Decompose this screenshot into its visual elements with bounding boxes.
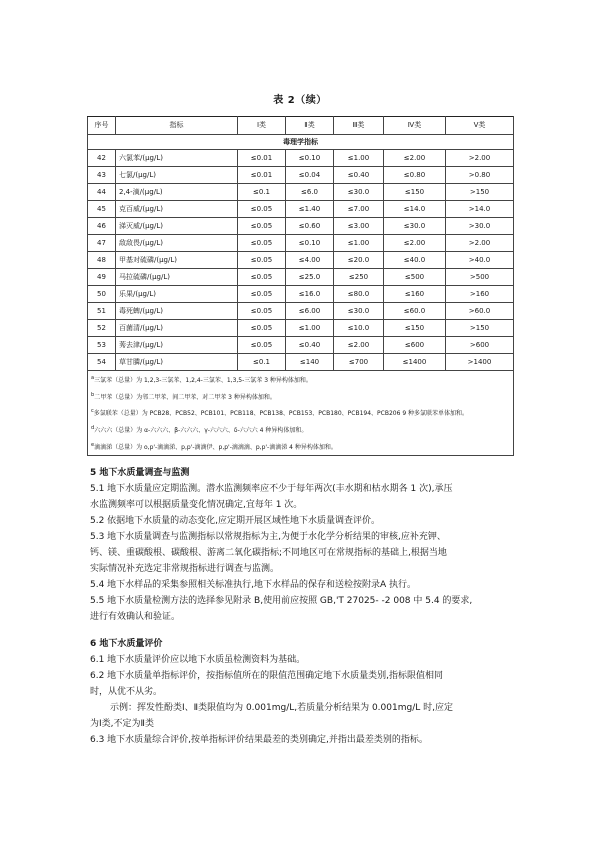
row-class-1-limit: ≤0.1 — [238, 354, 286, 371]
row-class-5-limit: >150 — [446, 320, 514, 337]
header-class-4: Ⅳ类 — [384, 117, 446, 135]
table-row — [88, 252, 514, 269]
row-class-1-limit: ≤0.1 — [238, 184, 286, 201]
row-class-3-limit: ≤700 — [334, 354, 384, 371]
para-5-4: 5.4 地下水样品的采集参照相关标准执行,地下水样品的保存和送检按附录A 执行。 — [90, 580, 417, 590]
para-5-5-line-1: 5.5 地下水质量检测方法的选择参见附录 B,使用前应按照 GB,'T 27025- -2 008 中 5.4 的要求, — [90, 596, 473, 606]
row-class-3-limit: ≤7.00 — [334, 201, 384, 218]
note-text: 二甲苯（总量）为邻二甲苯、间二甲苯、对二甲苯 3 种异构体加和。 — [94, 394, 276, 401]
row-class-2-limit: ≤0.40 — [286, 337, 334, 354]
row-class-1-limit: ≤0.05 — [238, 269, 286, 286]
row-class-1-limit: ≤0.01 — [238, 150, 286, 167]
row-class-4-limit: ≤2.00 — [384, 150, 446, 167]
row-number: 51 — [88, 303, 116, 320]
table-row — [88, 201, 514, 218]
row-number: 43 — [88, 167, 116, 184]
row-number: 53 — [88, 337, 116, 354]
row-number: 42 — [88, 150, 116, 167]
row-class-2-limit: ≤0.04 — [286, 167, 334, 184]
para-6-2-line-2: 时，从优不从劣。 — [90, 687, 163, 697]
row-class-2-limit: ≤140 — [286, 354, 334, 371]
row-class-1-limit: ≤0.05 — [238, 201, 286, 218]
note-mark: e — [91, 442, 95, 448]
row-class-2-limit: ≤6.0 — [286, 184, 334, 201]
example-line-2: 为Ⅰ类,不定为Ⅱ类 — [90, 719, 154, 729]
row-class-3-limit: ≤30.0 — [334, 303, 384, 320]
row-indicator: 克百威/(μg/L) — [116, 201, 238, 218]
header-indicator: 指标 — [116, 117, 238, 135]
row-class-5-limit: >40.0 — [446, 252, 514, 269]
row-number: 50 — [88, 286, 116, 303]
row-indicator: 毒死蜱/(μg/L) — [116, 303, 238, 320]
example-line-1: 示例：挥发性酚类Ⅰ、Ⅱ类限值均为 0.001mg/L,若质量分析结果为 0.001mg/L 时,应定 — [110, 703, 453, 713]
table-notes — [88, 371, 514, 456]
row-class-3-limit: ≤0.40 — [334, 167, 384, 184]
row-class-1-limit: ≤0.05 — [238, 286, 286, 303]
table-note — [91, 371, 510, 388]
table-row — [88, 235, 514, 252]
note-text: 多氯联苯（总量）为 PCB28、PCB52、PCB101、PCB118、PCB138、PCB153、PCB180、PCB194、PCB206 9 种多氯联苯单体加和。 — [93, 410, 469, 417]
row-class-4-limit: ≤1400 — [384, 354, 446, 371]
header-no: 序号 — [88, 117, 116, 135]
row-class-3-limit: ≤3.00 — [334, 218, 384, 235]
row-indicator: 七氯/(μg/L) — [116, 167, 238, 184]
row-class-2-limit: ≤0.10 — [286, 235, 334, 252]
row-class-2-limit: ≤25.0 — [286, 269, 334, 286]
para-5-3-line-3: 实际情况补充选定非常规指标进行调查与监测。 — [90, 564, 280, 574]
row-class-3-limit: ≤2.00 — [334, 337, 384, 354]
row-class-3-limit: ≤20.0 — [334, 252, 384, 269]
row-class-4-limit: ≤500 — [384, 269, 446, 286]
row-class-3-limit: ≤1.00 — [334, 235, 384, 252]
section-5-heading: 5 地下水质量调查与监测 — [90, 468, 190, 478]
row-class-5-limit: >0.80 — [446, 167, 514, 184]
section-6 — [90, 636, 520, 748]
row-class-4-limit: ≤40.0 — [384, 252, 446, 269]
row-class-5-limit: >500 — [446, 269, 514, 286]
row-indicator: 莠去津/(μg/L) — [116, 337, 238, 354]
row-class-1-limit: ≤0.01 — [238, 167, 286, 184]
header-class-1: Ⅰ类 — [238, 117, 286, 135]
notes-row — [88, 371, 514, 456]
table-row — [88, 320, 514, 337]
para-5-5-line-2: 进行有效确认和验证。 — [90, 612, 181, 622]
row-indicator: 敌敌畏/(μg/L) — [116, 235, 238, 252]
section-6-heading: 6 地下水质量评价 — [90, 639, 163, 649]
header-class-5: Ⅴ类 — [446, 117, 514, 135]
para-5-3-line-2: 钙、镁、重碳酸根、碳酸根、游离二氧化碳指标;不同地区可在常规指标的基础上,根据当地 — [90, 548, 447, 558]
row-class-1-limit: ≤0.05 — [238, 218, 286, 235]
row-number: 45 — [88, 201, 116, 218]
table-row — [88, 218, 514, 235]
row-class-4-limit: ≤150 — [384, 320, 446, 337]
para-6-2-line-1: 6.2 地下水质量单指标评价，按指标值所在的限值范围确定地下水质量类别,指标限值相同 — [90, 671, 444, 681]
group-title: 毒理学指标 — [88, 135, 514, 150]
row-class-2-limit: ≤4.00 — [286, 252, 334, 269]
note-mark: b — [91, 392, 95, 398]
row-number: 46 — [88, 218, 116, 235]
row-class-3-limit: ≤1.00 — [334, 150, 384, 167]
section-5 — [90, 465, 520, 625]
table-row — [88, 167, 514, 184]
row-class-4-limit: ≤0.80 — [384, 167, 446, 184]
note-mark: d — [91, 425, 95, 431]
table-row — [88, 303, 514, 320]
table-note — [91, 388, 510, 405]
row-class-4-limit: ≤150 — [384, 184, 446, 201]
row-number: 48 — [88, 252, 116, 269]
row-class-5-limit: >2.00 — [446, 150, 514, 167]
row-number: 49 — [88, 269, 116, 286]
row-class-5-limit: >600 — [446, 337, 514, 354]
row-class-3-limit: ≤250 — [334, 269, 384, 286]
row-class-5-limit: >30.0 — [446, 218, 514, 235]
row-indicator: 马拉硫磷/(μg/L) — [116, 269, 238, 286]
row-class-1-limit: ≤0.05 — [238, 320, 286, 337]
table-row — [88, 150, 514, 167]
row-class-2-limit: ≤16.0 — [286, 286, 334, 303]
note-text: 三氯苯（总量）为 1,2,3-三氯苯、1,2,4-三氯苯、1,3,5-三氯苯 3 种异构体加和。 — [94, 377, 312, 384]
row-class-5-limit: >14.0 — [446, 201, 514, 218]
note-text: 滴滴涕（总量）为 o,p'-滴滴涕、p,p'-滴滴伊、p,p'-滴滴滴、p,p'-滴滴涕 4 种异构体加和。 — [94, 444, 337, 451]
para-5-1-line-2: 水监测频率可以根据质量变化情况确定,宜每年 1 次。 — [90, 500, 303, 510]
row-class-3-limit: ≤80.0 — [334, 286, 384, 303]
table-row — [88, 184, 514, 201]
para-6-1: 6.1 地下水质量评价应以地下水质虽检测资料为基础。 — [90, 655, 306, 665]
row-class-4-limit: ≤60.0 — [384, 303, 446, 320]
table-row — [88, 269, 514, 286]
row-class-3-limit: ≤10.0 — [334, 320, 384, 337]
group-row — [88, 135, 514, 150]
note-text: 六六六（总量）为 α-六六六、β-六六六、γ-六六六、δ-六六六 4 种异构体加和。 — [94, 427, 308, 434]
table-note — [91, 405, 510, 421]
row-indicator: 百菌清/(μg/L) — [116, 320, 238, 337]
row-class-2-limit: ≤6.00 — [286, 303, 334, 320]
water-quality-table — [87, 116, 514, 456]
table-row — [88, 337, 514, 354]
row-class-3-limit: ≤30.0 — [334, 184, 384, 201]
row-class-5-limit: >60.0 — [446, 303, 514, 320]
row-class-4-limit: ≤2.00 — [384, 235, 446, 252]
row-number: 54 — [88, 354, 116, 371]
note-mark: a — [91, 375, 95, 381]
row-indicator: 草甘膦/(μg/L) — [116, 354, 238, 371]
row-indicator: 乐果/(μg/L) — [116, 286, 238, 303]
row-class-1-limit: ≤0.05 — [238, 252, 286, 269]
row-indicator: 涕灭威/(μg/L) — [116, 218, 238, 235]
table-note — [91, 438, 510, 455]
row-class-4-limit: ≤14.0 — [384, 201, 446, 218]
para-6-3: 6.3 地下水质量综合评价,按单指标评价结果最差的类别确定,并指出最差类别的指标。 — [90, 735, 428, 745]
row-class-2-limit: ≤0.60 — [286, 218, 334, 235]
row-indicator: 甲基对硫磷/(μg/L) — [116, 252, 238, 269]
row-class-1-limit: ≤0.05 — [238, 303, 286, 320]
para-5-2: 5.2 依据地下水质量的动态变化,应定期开展区域性地下水质量调查评价。 — [90, 516, 381, 526]
table-row — [88, 286, 514, 303]
row-class-2-limit: ≤0.10 — [286, 150, 334, 167]
row-class-4-limit: ≤30.0 — [384, 218, 446, 235]
table-note — [91, 421, 510, 438]
row-class-5-limit: >150 — [446, 184, 514, 201]
row-class-5-limit: >1400 — [446, 354, 514, 371]
para-5-3-line-1: 5.3 地下水质量调查与监测指标以常规指标为主,为便于水化学分析结果的审核,应补充钾、 — [90, 532, 446, 542]
row-class-1-limit: ≤0.05 — [238, 235, 286, 252]
row-class-4-limit: ≤160 — [384, 286, 446, 303]
row-class-1-limit: ≤0.05 — [238, 337, 286, 354]
row-indicator: 六氯苯/(μg/L) — [116, 150, 238, 167]
table-caption: 表 2（续） — [273, 95, 327, 106]
row-number: 44 — [88, 184, 116, 201]
header-class-2: Ⅱ类 — [286, 117, 334, 135]
para-5-1-line-1: 5.1 地下水质量应定期监测。潜水监测频率应不少于每年两次(丰水期和枯水期各 1 次),承压 — [90, 484, 453, 494]
row-class-5-limit: >160 — [446, 286, 514, 303]
row-class-5-limit: >2.00 — [446, 235, 514, 252]
row-indicator: 2,4-滴/(μg/L) — [116, 184, 238, 201]
row-class-2-limit: ≤1.00 — [286, 320, 334, 337]
row-number: 47 — [88, 235, 116, 252]
row-class-4-limit: ≤600 — [384, 337, 446, 354]
row-class-2-limit: ≤1.40 — [286, 201, 334, 218]
table-header-row — [88, 117, 514, 135]
header-class-3: Ⅲ类 — [334, 117, 384, 135]
table-row — [88, 354, 514, 371]
row-number: 52 — [88, 320, 116, 337]
note-mark: c — [91, 408, 94, 414]
